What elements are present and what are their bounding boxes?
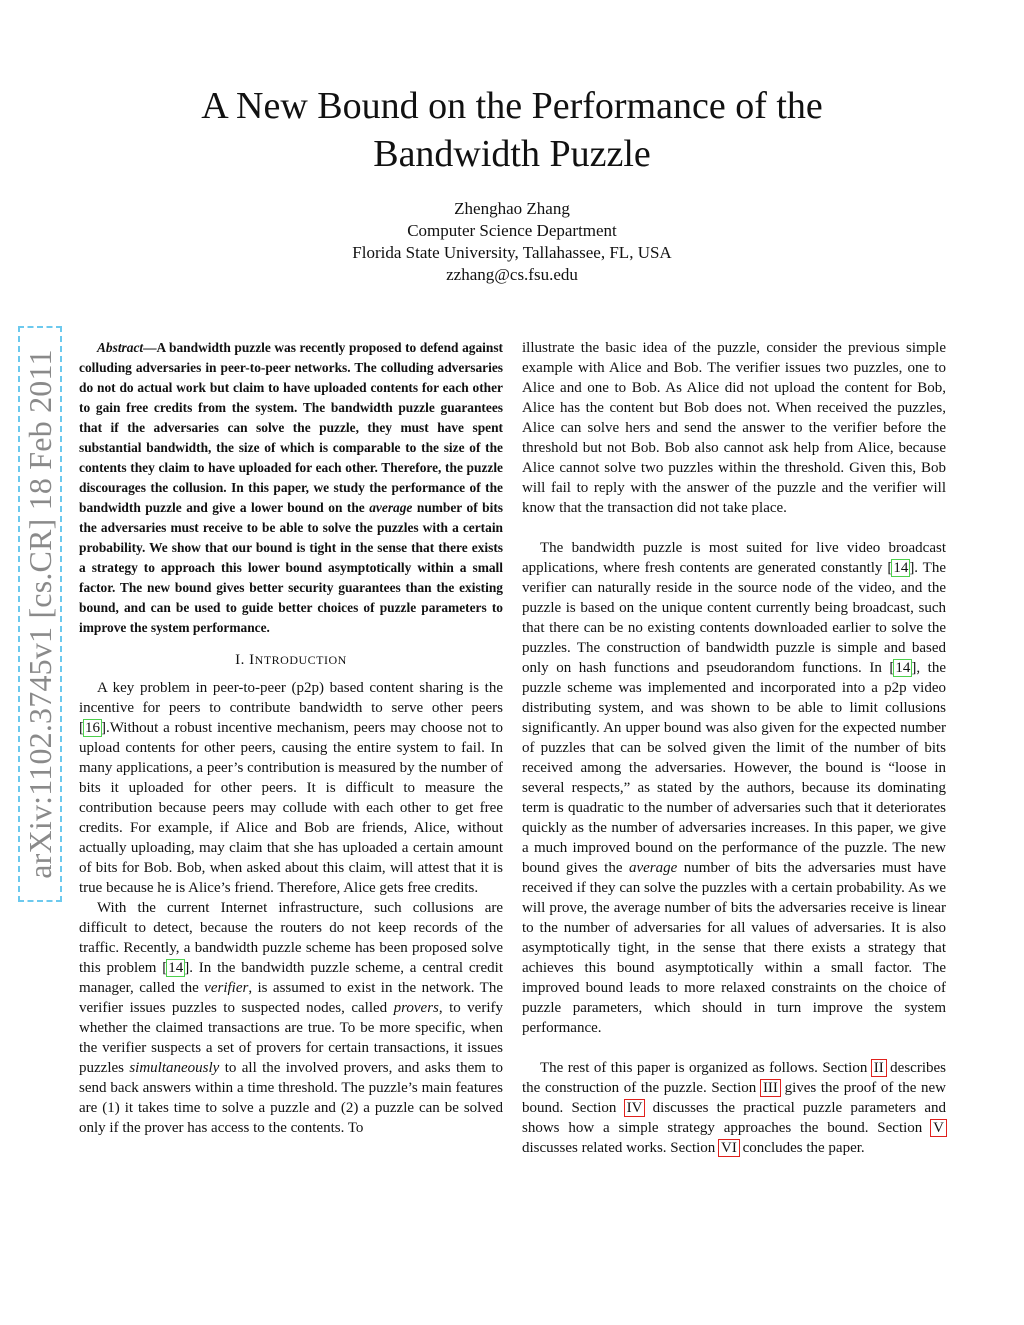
abstract-text-2: number of bits the adversaries must receive to be able to solve the puzzles with a certain probability. We show that our bound is tight in the sense that there exists a strategy to approach this lower bound asymptotically within a small factor. The new bound gives better security guarantees than the existing bound, and can be used to guide better choices of puzzle parameters to improve the system performance. [79,500,503,635]
paragraph-gap [522,518,946,538]
author-name: Zhenghao Zhang [454,199,570,218]
abstract-text-1: A bandwidth puzzle was recently proposed to defend against colluding adversaries in peer-to-peer networks. The colluding adversaries do not do actual work but claim to have uploaded contents for each other to gain free credits from the system. The bandwidth puzzle guarantees that if the adversaries can solve the puzzle, they must have spent substantial bandwidth, the size of which is comparable to the size of the contents they claim to have uploaded for each other. Therefore, the puzzle discourages the collusion. In this paper, we study the performance of the bandwidth puzzle and give a lower bound on the [79,340,503,515]
section-number: I. [235,652,245,668]
text-run: ], the puzzle scheme was implemented and incorporated into a p2p video distributing system, and was shown to be able to limit collusions significantly. An upper bound was also given for the expected number of puzzles that can be solved given the limit of the number of bits received among the adversaries. However, the bound is “loose in several respects,” as stated by the authors, because its dominating term is quadratic to the number of adversaries such that it deteriorates quickly as the number of adversaries increases. In this paper, we give a much improved bound on the performance of the puzzle. The new bound gives the [522,660,946,876]
abstract-dash: — [143,340,157,355]
abstract [79,338,503,638]
text-run: ]. The verifier can naturally reside in the source node of the video, and the puzzle is based on the unique content currently being broadcast, such that there can be no existing contents downloaded earlier to solve the puzzles. The construction of bandwidth puzzle is simple and based only on hash functions and pseudorandom functions. In [ [522,560,946,676]
text-run: ].Without a robust incentive mechanism, peers may choose not to upload contents for other peers, causing the entire system to fail. In many applications, a peer’s contribution is measured by the number of bits it uploaded for other peers. It is difficult to measure the contribution because peers may collude with each other to get free credits. For example, if Alice and Bob are friends, Alice, without actually uploading, may claim that she has uploaded a certain amount of bits for Bob. Bob, when asked about this claim, will attest that it is true because he is Alice’s friend. Therefore, Alice gets free credits. [79,720,503,896]
intro-paragraph-3 [522,538,946,1038]
section-ref-link[interactable]: IV [626,1100,643,1116]
citation-link[interactable]: 14 [168,960,184,976]
text-run: , to verify whether the claimed transactions are true. To be more specific, when the verifier suspects a set of provers for certain transactions, it issues puzzles [79,1000,503,1076]
text-run: gives the proof of the new bound. Section [522,1080,946,1116]
text-run: discusses related works. Section [522,1140,720,1156]
intro-paragraph-2-continued: illustrate the basic idea of the puzzle, consider the previous simple example with Alice and Bob. The verifier issues two puzzles, one to Alice and one to Bob. As Alice did not upload the content for Bob, Alice has the content but Bob does not. When received the puzzles, Alice can solve hers and send the answer to the verifier before the threshold but not Bob. Bob also cannot ask help from Alice, because Alice cannot solve two puzzles within the threshold. Given this, Bob will fail to reply with the answer of the puzzle and the verifier will know that the transaction did not take place. [522,340,946,516]
paper-title: A New Bound on the Performance of the Bandwidth Puzzle [201,85,823,175]
text-run: concludes the paper. [738,1140,865,1156]
section-title-rest: NTRODUCTION [254,653,347,667]
text-run: The rest of this paper is organized as follows. Section [540,1060,872,1076]
abstract-label: Abstract [97,340,144,355]
right-column [522,338,946,1158]
italic-term: simultaneously [129,1060,220,1076]
citation-link[interactable]: 16 [85,720,100,736]
intro-paragraph-2 [79,898,503,1138]
text-run: to all the involved provers, and asks them to send back answers within a time threshold. The puzzle’s main features are (1) it takes time to solve a puzzle and (2) a puzzle can be solved only if the prover has access to the contents. To [79,1060,503,1136]
text-run: number of bits the adversaries must have received if they can solve the puzzles with a certain probability. As we will prove, the average number of bits the adversaries receive is linear to the number of adversaries for all values of adversaries. It is also asymptotically tight, in the sense that there exists a strategy that achieves this bound asymptotically within a small factor. The improved bound leads to more relaxed constraints on the choice of puzzle parameters, which should in turn improve the system performance. [522,860,946,1036]
author-department: Computer Science Department [407,221,617,240]
italic-term: average [628,860,678,876]
text-run: , is assumed to exist in the network. The verifier issues puzzles to suspected nodes, called [79,980,504,1016]
citation-link[interactable]: 14 [893,560,909,576]
left-column [79,338,503,1138]
text-run: describes the construction of the puzzle. Section [522,1060,946,1096]
text-run: With the current Internet infrastructure, such collusions are difficult to detect, because the routers do not keep records of the traffic. Recently, a bandwidth puzzle scheme has been proposed solve this problem [ [79,900,503,976]
italic-term: provers [393,1000,439,1016]
section-heading-introduction [79,650,503,670]
author-affiliation: Florida State University, Tallahassee, FL, USA [352,243,672,262]
text-run: ]. In the bandwidth puzzle scheme, a central credit manager, called the [79,960,503,996]
author-email[interactable]: zzhang@cs.fsu.edu [446,265,578,284]
paragraph-gap [522,1038,946,1058]
author-block [200,198,824,286]
text-run: The bandwidth puzzle is most suited for live video broadcast applications, where fresh contents are generated constantly [ [522,540,946,576]
text-run: A key problem in peer-to-peer (p2p) based content sharing is the incentive for peers to contribute bandwidth to serve other peers [ [79,680,503,736]
section-ref-link[interactable]: II [873,1060,884,1076]
section-ref-link[interactable]: V [933,1120,944,1136]
italic-term: verifier [204,980,249,996]
text-run: discusses the practical puzzle parameters and shows how a simple strategy approaches the bound. Section [522,1100,946,1136]
intro-paragraph-4 [522,1058,946,1158]
section-title-initial: I [249,652,255,668]
abstract-emphasis: average [369,500,413,515]
section-ref-link[interactable]: III [762,1080,778,1096]
section-ref-link[interactable]: VI [721,1140,737,1156]
citation-link[interactable]: 14 [895,660,911,676]
intro-paragraph-1 [79,678,503,898]
arxiv-identifier-stamp: arXiv:1102.3745v1 [cs.CR] 18 Feb 2011 [22,349,58,879]
